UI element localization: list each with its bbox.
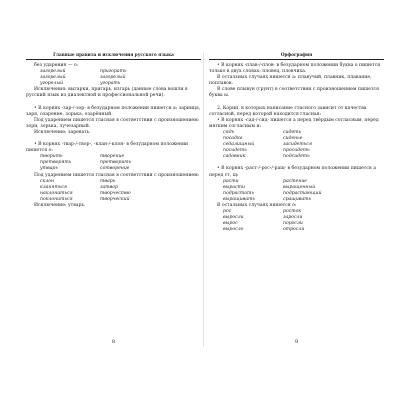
rule-text: • В корнях -раст-/-рос-/-ращ- в безударном положении пишется а перед ст, щ:	[209, 166, 377, 178]
exception-note: Исключение: утварь.	[34, 202, 86, 208]
example-word: посадка	[223, 136, 243, 142]
right-page-number: 9	[294, 339, 299, 345]
rule-text: • В корнях -плав-/-плов- в безударном положении буква о пишется только в двух словах: пловец, пловчиха.	[209, 63, 381, 75]
example-word: выращенный	[283, 184, 316, 190]
example-word: поросли	[283, 221, 303, 227]
example-word: утварь	[40, 166, 58, 172]
exception-note: Исключения: выгарки, пригарь, изгарь (данные слова вошли в русский язык из диалектной и профессиональной речи).	[26, 87, 188, 99]
example-word: склон	[40, 178, 55, 184]
example-word: подсидеть	[283, 154, 310, 160]
rule-text: • В корнях -твар-/-твор-, -клан-/-клон- в безударном положении пишется о:	[26, 142, 189, 154]
example-word: кланяться	[40, 184, 67, 190]
example-word: росток	[283, 209, 302, 215]
example-word: претворять	[40, 160, 72, 166]
example-word: сядь	[223, 129, 235, 135]
left-page-body	[26, 63, 201, 209]
left-page-number: 8	[111, 339, 116, 345]
example-word: садовник	[223, 154, 246, 160]
book-spread	[20, 52, 385, 347]
rule-text: В остальных случаях пишется о:	[217, 202, 297, 208]
example-word: растение	[283, 178, 308, 184]
example-word: творческий	[100, 196, 130, 202]
example-word: загорелый	[40, 75, 66, 81]
rule-text: В остальных случаях пишется а: плавучий, плавник, плавание, поплавок.	[209, 75, 372, 87]
left-running-head: Главные правила и исключения русского языка	[26, 52, 201, 60]
exception-note: Исключение: заревать.	[34, 129, 91, 135]
example-word: наклониться	[40, 190, 73, 196]
book-spine	[203, 52, 204, 347]
example-word: загорелый	[40, 69, 66, 75]
rule-text: • В корнях -сад-/-сид- пишется а перед твёрдым согласным, перед мягким согласным и:	[209, 117, 379, 129]
example-row	[209, 227, 384, 233]
rule-text: Под ударением пишется гласная в соответствии с произношением:	[34, 172, 200, 178]
right-page-body	[209, 63, 384, 233]
example-word: вырос	[223, 221, 238, 227]
example-word: сиденье	[283, 136, 303, 142]
example-word: пригорать	[100, 69, 127, 75]
example-word: седалищный	[223, 142, 255, 148]
example-word: расти	[223, 178, 239, 184]
example-word: рос	[223, 209, 232, 215]
example-word: выросло	[223, 227, 244, 233]
example-word: вырасти	[223, 184, 245, 190]
example-word: посидеть	[223, 148, 247, 154]
example-word: тварь	[100, 178, 116, 184]
example-word: просидеть	[283, 148, 310, 154]
example-word: угорать	[100, 81, 121, 87]
right-page	[209, 52, 384, 347]
example-word: подрастать	[223, 190, 254, 196]
example-word: претворить	[100, 160, 132, 166]
example-word: засидеться	[283, 142, 312, 148]
example-word: выращивать	[223, 196, 255, 202]
rule-text: В слове плывун (грунт) в соответствии с произношением пишется буква ы.	[209, 87, 380, 99]
example-word: сотворение	[100, 166, 130, 172]
example-word: сращивать	[283, 196, 312, 202]
example-word: подрастающий	[283, 190, 322, 196]
example-word: отросли	[283, 227, 305, 233]
rule-text: Под ударением пишется гласная в соответствии с произношением: зори, зорька, лучезарный.	[26, 117, 200, 129]
example-word: загорелый	[100, 75, 126, 81]
right-running-head: Орфография	[209, 52, 384, 60]
example-word: творчество	[100, 190, 131, 196]
rule-text: без ударения — о:	[34, 63, 79, 68]
example-word: затвор	[100, 184, 118, 190]
left-page	[26, 52, 201, 347]
example-word: творение	[100, 154, 125, 160]
example-word: сидеть	[283, 129, 302, 135]
example-word: угорелый	[40, 81, 64, 87]
example-word: выросли	[223, 215, 244, 221]
rule-text: • В корнях -зар-/-зор- в безударном положении пишется а: зарница, заря, озарение, зорька, озарённый.	[26, 105, 201, 117]
rule-text: 2. Корни, в которых написание гласного зависит от качества согласной, перед которой находится гласная:	[209, 105, 367, 117]
example-word: творить	[40, 154, 63, 160]
example-word: заросли	[283, 215, 303, 221]
example-word: поклониться	[40, 196, 73, 202]
